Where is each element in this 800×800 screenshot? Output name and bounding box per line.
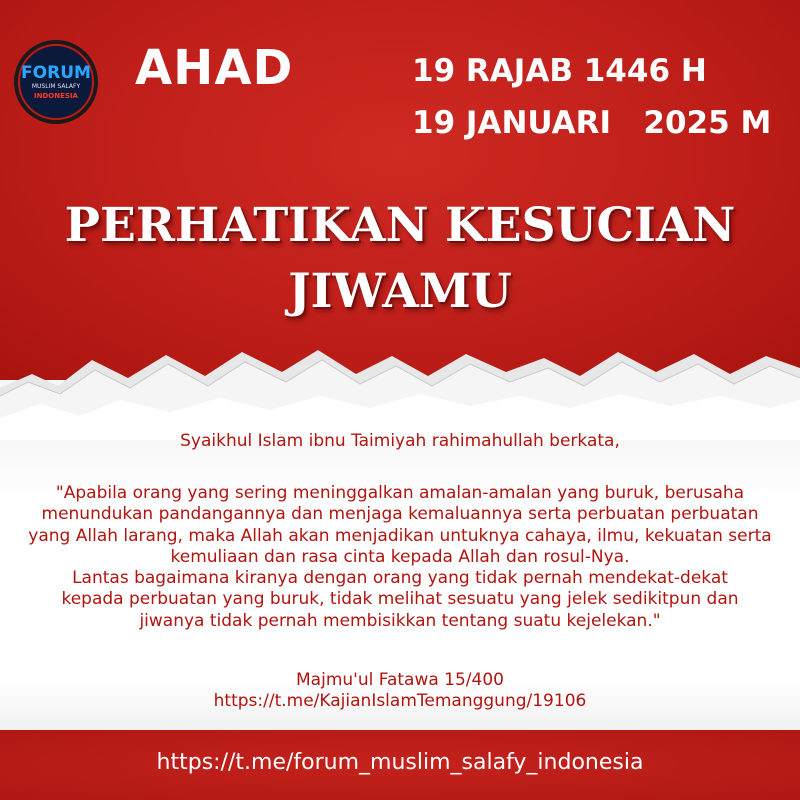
hijri-date: 19 RAJAB 1446 H [412,53,707,89]
reference-block [20,670,780,713]
quote-line: kemuliaan dan rasa cinta kepada Allah dan rosul-Nya. [170,546,630,567]
quote-line: "Apabila orang yang sering meninggalkan amalan-amalan yang buruk, berusaha [55,483,745,503]
quote-line: jiwanya tidak pernah membisikkan tentang suatu kejelekan." [139,610,661,631]
quote-line: kepada perbuatan yang buruk, tidak melihat sesuatu yang jelek sedikitpun dan [61,589,739,610]
title-line-1: PERHATIKAN KESUCIAN [64,198,736,253]
quote-line: menundukan pandangannya dan menjaga kemaluannya serta perbuatan perbuatan [41,504,759,525]
reference-citation: Majmu'ul Fatawa 15/400 [296,670,504,690]
quote-line: Lantas bagaimana kiranya dengan orang yang tidak pernah mendekat-dekat [72,568,728,589]
forum-logo [12,38,100,126]
logo-text-main: FORUM [21,63,91,83]
gregorian-date: 19 JANUARI 2025 M [412,105,772,141]
logo-text-sub: MUSLIM SALAFY [31,83,81,90]
source-link[interactable]: https://t.me/KajianIslamTemanggung/19106 [213,691,587,712]
logo-text-country: INDONESIA [34,92,78,100]
torn-paper-edge [0,300,800,440]
quote-line: yang Allah larang, maka Allah akan menjadikan untuknya cahaya, ilmu, kekuatan serta [28,525,772,546]
title-line-2: JIWAMU [288,264,512,319]
footer-channel-link[interactable]: https://t.me/forum_muslim_salafy_indonesia [156,750,644,775]
day-label: AHAD [135,40,294,96]
quote-intro: Syaikhul Islam ibnu Taimiyah rahimahullah berkata, [180,431,620,451]
quote-block [20,483,780,632]
